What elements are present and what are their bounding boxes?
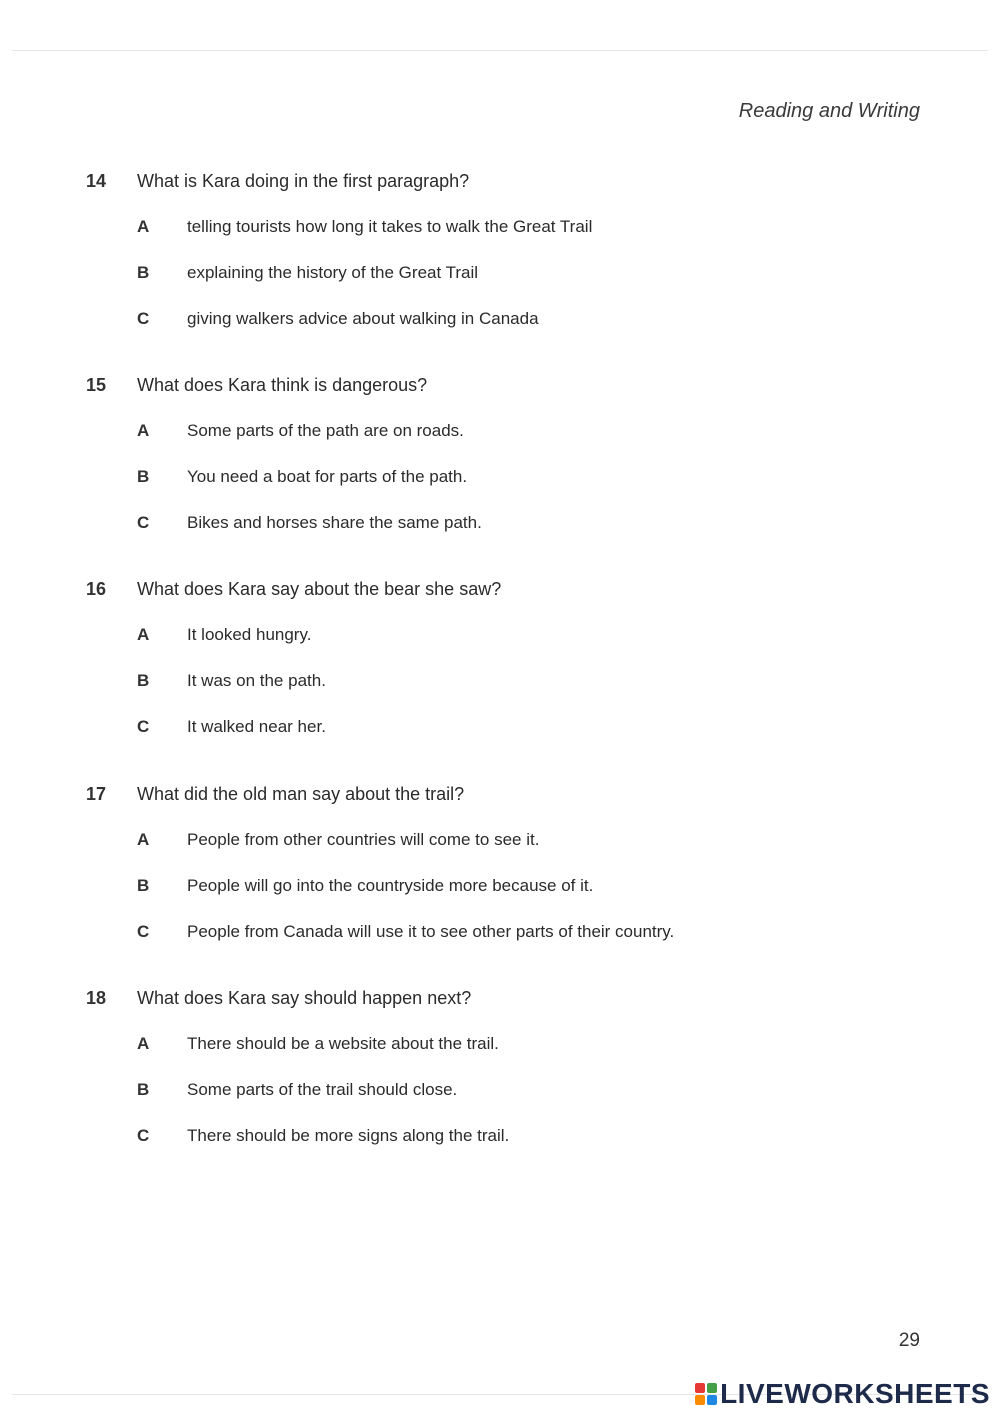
option-letter: B [137, 1080, 150, 1099]
logo-square-red [695, 1383, 705, 1393]
liveworksheets-logo-icon [695, 1383, 717, 1405]
option-letter: B [137, 876, 150, 895]
question-14 [0, 171, 1000, 355]
question-text: What does Kara think is dangerous? [137, 375, 428, 395]
option-text: It was on the path. [187, 671, 326, 690]
option-letter: C [137, 513, 150, 532]
option-c[interactable] [0, 1126, 1000, 1172]
option-text: You need a boat for parts of the path. [187, 467, 468, 486]
option-a[interactable] [0, 217, 1000, 263]
option-c[interactable] [0, 922, 1000, 968]
option-text: People will go into the countryside more because of it. [187, 876, 594, 895]
logo-square-green [707, 1383, 717, 1393]
option-text: It walked near her. [187, 717, 326, 736]
top-divider [12, 50, 988, 51]
option-b[interactable] [0, 1080, 1000, 1126]
option-letter: C [137, 1126, 150, 1145]
question-text: What did the old man say about the trail? [137, 784, 465, 804]
question-number: 15 [86, 375, 107, 395]
option-text: giving walkers advice about walking in Canada [187, 309, 539, 328]
liveworksheets-brand[interactable] [695, 1376, 990, 1412]
option-text: Some parts of the trail should close. [187, 1080, 458, 1099]
question-number: 16 [86, 579, 107, 599]
option-c[interactable] [0, 309, 1000, 355]
page-number: 29 [898, 1330, 920, 1351]
option-letter: C [137, 922, 150, 941]
option-a[interactable] [0, 625, 1000, 671]
question-number: 18 [86, 988, 107, 1008]
option-text: It looked hungry. [187, 625, 312, 644]
option-letter: A [137, 217, 150, 236]
option-letter: A [137, 830, 150, 849]
option-letter: B [137, 671, 150, 690]
brand-name: LIVEWORKSHEETS [720, 1378, 990, 1409]
question-16 [0, 579, 1000, 763]
option-letter: A [137, 421, 150, 440]
option-b[interactable] [0, 467, 1000, 513]
question-number: 14 [86, 171, 107, 191]
option-text: People from other countries will come to see it. [187, 830, 540, 849]
option-letter: C [137, 717, 150, 736]
option-b[interactable] [0, 263, 1000, 309]
option-c[interactable] [0, 513, 1000, 559]
logo-square-orange [695, 1395, 705, 1405]
option-b[interactable] [0, 671, 1000, 717]
question-17 [0, 784, 1000, 968]
option-b[interactable] [0, 876, 1000, 922]
question-text: What does Kara say about the bear she saw? [137, 579, 502, 599]
running-head: Reading and Writing [738, 100, 920, 122]
option-letter: B [137, 263, 150, 282]
option-letter: A [137, 625, 150, 644]
question-15 [0, 375, 1000, 559]
option-text: There should be a website about the trail. [187, 1034, 499, 1053]
option-text: There should be more signs along the trail. [187, 1126, 510, 1145]
option-text: telling tourists how long it takes to walk the Great Trail [187, 217, 593, 236]
option-text: People from Canada will use it to see other parts of their country. [187, 922, 675, 941]
option-text: explaining the history of the Great Trail [187, 263, 479, 282]
option-a[interactable] [0, 1034, 1000, 1080]
option-a[interactable] [0, 421, 1000, 467]
option-letter: A [137, 1034, 150, 1053]
question-18 [0, 988, 1000, 1172]
option-a[interactable] [0, 830, 1000, 876]
option-letter: C [137, 309, 150, 328]
question-text: What is Kara doing in the first paragraph? [137, 171, 470, 191]
option-text: Some parts of the path are on roads. [187, 421, 464, 440]
logo-square-blue [707, 1395, 717, 1405]
option-c[interactable] [0, 717, 1000, 763]
question-number: 17 [86, 784, 107, 804]
question-text: What does Kara say should happen next? [137, 988, 472, 1008]
option-letter: B [137, 467, 150, 486]
option-text: Bikes and horses share the same path. [187, 513, 482, 532]
